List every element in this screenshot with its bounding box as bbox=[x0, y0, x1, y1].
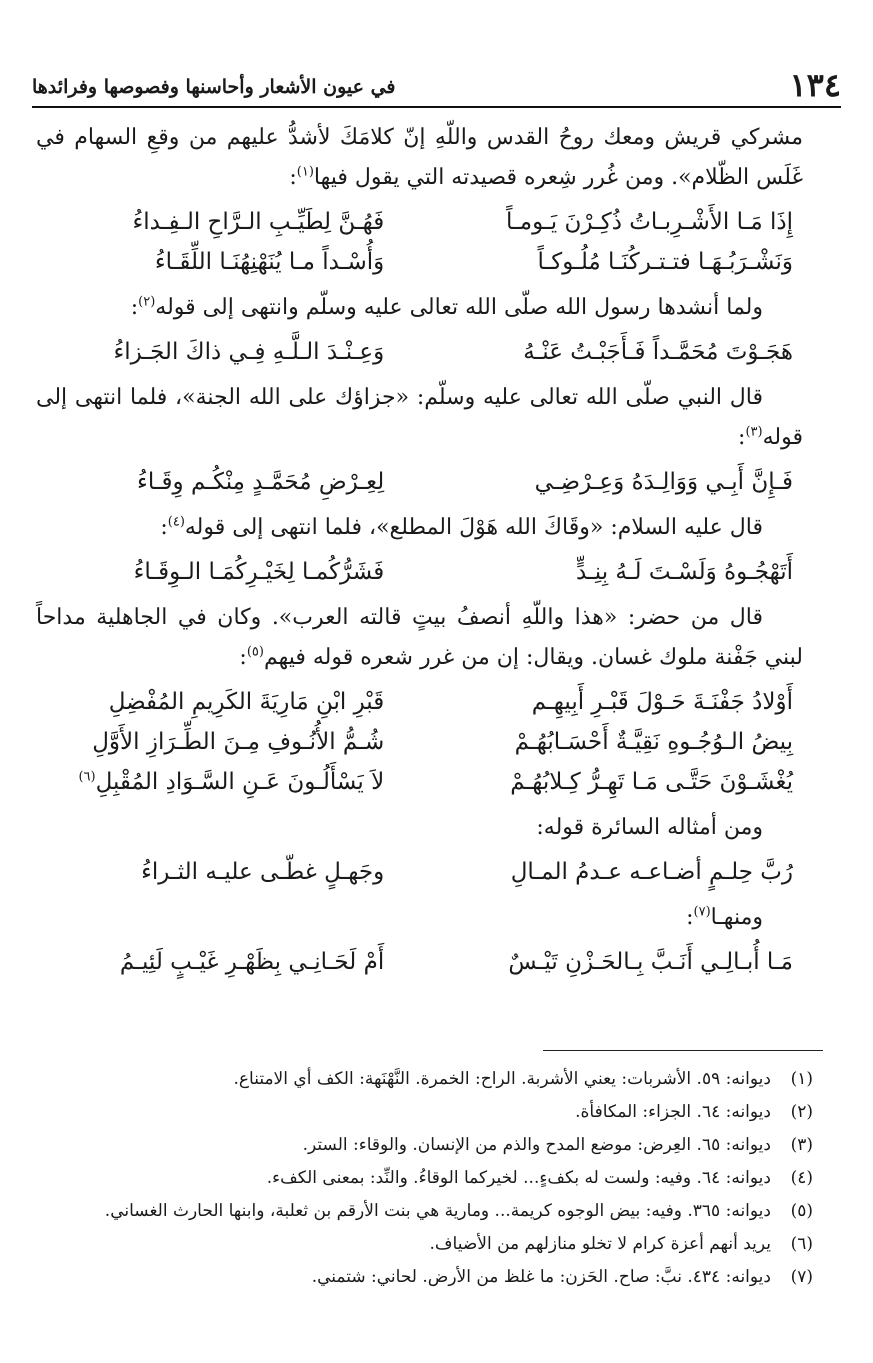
footnote-number: (٧) bbox=[790, 1267, 813, 1287]
poem-block bbox=[36, 852, 803, 892]
paragraph: ومن أمثاله السائرة قوله: bbox=[536, 815, 763, 840]
footnote-ref: (٦) bbox=[78, 769, 96, 785]
footnote-ref: (٤) bbox=[167, 514, 185, 530]
footnote-text: يريد أنهم أعزة كرام لا تخلو منازلهم من الأضياف. bbox=[429, 1234, 771, 1254]
verse-line bbox=[36, 202, 793, 242]
second-hemistich: شُـمُّ الأُنُـوفِ مِـنَ الطِّـرَازِ الأَوَّلِ bbox=[92, 729, 385, 755]
first-hemistich: أَتَهْجُـوهُ وَلَسْـتَ لَـهُ بِنِـدٍّ bbox=[575, 559, 793, 585]
verse-line bbox=[36, 852, 793, 892]
verse-line bbox=[36, 332, 793, 372]
footnote-number: (٢) bbox=[790, 1102, 813, 1122]
second-hemistich: فَشَرُّكُمـا لِخَيْـرِكُمَـا الـوِقَـاءُ bbox=[133, 559, 385, 585]
footnote bbox=[36, 1129, 813, 1162]
first-hemistich: مَـا أُبـالِـي أَنَـبَّ بِـالحَـزْنِ تَيْـسٌ bbox=[508, 949, 793, 975]
second-hemistich: وَأُسْـداً مـا يُنَهْنِهُنَـا اللِّقَـاءُ bbox=[154, 249, 385, 275]
second-hemistich: وجَهـلٍ غطّـى عليـه الثـراءُ bbox=[141, 859, 385, 885]
second-hemistich: قَبْرِ ابْنِ مَارِيَةَ الكَرِيمِ المُفْضِلِ bbox=[108, 689, 385, 715]
second-hemistich: لِعِـرْضِ مُحَمَّـدٍ مِنْكُـم وِقَـاءُ bbox=[137, 469, 385, 495]
running-title: في عيون الأشعار وأحاسنها وفصوصها وفرائدها bbox=[32, 76, 396, 98]
first-hemistich: وَنَشْـرَبُـهَـا فتـتـركُنَـا مُلُـوكـاً bbox=[537, 249, 793, 275]
footnote-text: ديوانه: ٦٤. وفيه: ولست له بكفءٍ... لخيركما الوقاءُ. والنِّد: بمعنى الكفء. bbox=[266, 1168, 771, 1188]
second-hemistich: وَعِـنْـدَ الـلَّـهِ فِـي ذاكَ الجَـزاءُ bbox=[113, 339, 385, 365]
footnote-text: ديوانه: ٦٤. الجزاء: المكافأة. bbox=[575, 1102, 771, 1122]
first-hemistich: رُبَّ حِلـمٍ أضـاعـه عـدمُ المـالِ bbox=[510, 859, 793, 885]
paragraph bbox=[36, 508, 803, 548]
footnote bbox=[36, 1063, 813, 1096]
second-hemistich bbox=[36, 762, 384, 802]
footnotes bbox=[36, 1063, 813, 1294]
paragraph bbox=[36, 598, 803, 678]
poem-block bbox=[36, 202, 803, 282]
punctuation: : bbox=[130, 295, 139, 320]
paragraph bbox=[36, 378, 803, 458]
footnote bbox=[36, 1162, 813, 1195]
footnote-number: (٤) bbox=[790, 1168, 813, 1188]
verse-line bbox=[36, 682, 793, 722]
footnote-ref: (١) bbox=[296, 164, 314, 180]
punctuation: : bbox=[686, 905, 694, 930]
page-header bbox=[32, 66, 841, 108]
poem-block bbox=[36, 682, 803, 802]
punctuation: : bbox=[160, 515, 168, 540]
footnote bbox=[36, 1195, 813, 1228]
paragraph bbox=[36, 898, 803, 938]
footnote-number: (٦) bbox=[790, 1234, 813, 1254]
footnote-ref: (٥) bbox=[246, 644, 264, 660]
footnote-text: ديوانه: ٦٥. العِرض: موضع المدح والذم من الإنسان. والوقاء: الستر. bbox=[302, 1135, 771, 1155]
verse-line bbox=[36, 722, 793, 762]
punctuation: : bbox=[738, 425, 746, 450]
paragraph bbox=[36, 288, 803, 328]
first-hemistich: بِيضُ الـوُجُـوهِ نَقِيَّـةٌ أَحْسَـابُهُـمْ bbox=[514, 729, 793, 755]
first-hemistich: أَوْلادُ جَفْنَـةَ حَـوْلَ قَبْـرِ أَبِيهِـم bbox=[531, 689, 793, 715]
footnote bbox=[36, 1228, 813, 1261]
footnote-ref: (٣) bbox=[745, 424, 763, 440]
punctuation: : bbox=[239, 645, 247, 670]
footnote-number: (٥) bbox=[790, 1201, 813, 1221]
first-hemistich: هَجَـوْتَ مُحَمَّـداً فَـأَجَبْـتُ عَنْـهُ bbox=[523, 339, 793, 365]
paragraph-text: قال النبي صلّى الله تعالى عليه وسلّم: «جزاؤك على الله الجنة»، فلما انتهى إلى قوله bbox=[36, 385, 803, 450]
paragraph-text: ولما أنشدها رسول الله صلّى الله تعالى عليه وسلّم وانتهى إلى قوله bbox=[155, 295, 763, 320]
first-hemistich: يُغْشَـوْنَ حَتَّـى مَـا تَهِـرُّ كِـلابُهُـمْ bbox=[510, 769, 793, 795]
paragraph-text: ومنهـا bbox=[710, 905, 763, 930]
footnote bbox=[36, 1261, 813, 1294]
page-number: ١٣٤ bbox=[789, 66, 841, 104]
paragraph-text: قال من حضر: «هذا واللّهِ أنصفُ بيتٍ قالته العرب». وكان في الجاهلية مداحاً لبني جَفْنة ملوك غسان. ويقال: إن من غرر شعره قوله فيهم bbox=[36, 605, 803, 670]
footnote-ref: (٢) bbox=[138, 294, 156, 310]
second-hemistich: أَمْ لَحَـانِـي بِظَهْـرِ غَيْـبٍ لَئِيـمُ bbox=[119, 949, 385, 975]
footnote-text: ديوانه: ٤٣٤. نبَّ: صاح. الحَزن: ما غلظ من الأرض. لحاني: شتمني. bbox=[311, 1267, 771, 1287]
footnote-divider bbox=[543, 1050, 823, 1051]
footnote-ref: (٧) bbox=[693, 904, 711, 920]
punctuation: : bbox=[289, 165, 297, 190]
first-hemistich: إِذَا مَـا الأَشْـرِبـاتُ ذُكِـرْنَ يَـومـاً bbox=[506, 209, 793, 235]
footnote-number: (٣) bbox=[790, 1135, 813, 1155]
verse-line bbox=[36, 552, 793, 592]
footnote bbox=[36, 1096, 813, 1129]
verse-line bbox=[36, 942, 793, 982]
poem-block bbox=[36, 552, 803, 592]
second-hemistich: فَهُـنَّ لِطَيِّـبِ الـرَّاحِ الـفِـداءُ bbox=[132, 209, 385, 235]
verse-line bbox=[36, 462, 793, 502]
footnote-number: (١) bbox=[790, 1069, 813, 1089]
footnote-text: ديوانه: ٣٦٥. وفيه: بيض الوجوه كريمة... ومارية هي بنت الأرقم بن ثعلبة، وابنها الحارث الغساني. bbox=[104, 1201, 771, 1221]
footnote-text: ديوانه: ٥٩. الأشربات: يعني الأشربة. الراح: الخمرة. النَّهْنَهة: الكف أي الامتناع. bbox=[233, 1069, 771, 1089]
first-hemistich: فَـإِنَّ أَبِـي وَوَالِـدَهُ وَعِـرْضِـي bbox=[534, 469, 793, 495]
paragraph-text: قال عليه السلام: «وقَاكَ الله هَوْلَ المطلع»، فلما انتهى إلى قوله bbox=[184, 515, 763, 540]
poem-block bbox=[36, 462, 803, 502]
paragraph bbox=[36, 118, 803, 198]
poem-block bbox=[36, 332, 803, 372]
verse-line bbox=[36, 762, 793, 802]
hemistich-text: لاَ يَسْأَلُـونَ عَـنِ السَّـوَادِ المُقْبِلِ bbox=[95, 769, 385, 795]
paragraph-text: مشركي قريش ومعك روحُ القدس واللّهِ إنّ كلامَكَ لأشدُّ عليهم من وقعِ السهام في غَلَس الظّلام». ومن غُرر شِعره قصيدته التي يقول فيها bbox=[36, 125, 803, 190]
main-text bbox=[36, 118, 803, 988]
verse-line bbox=[36, 242, 793, 282]
poem-block bbox=[36, 942, 803, 982]
